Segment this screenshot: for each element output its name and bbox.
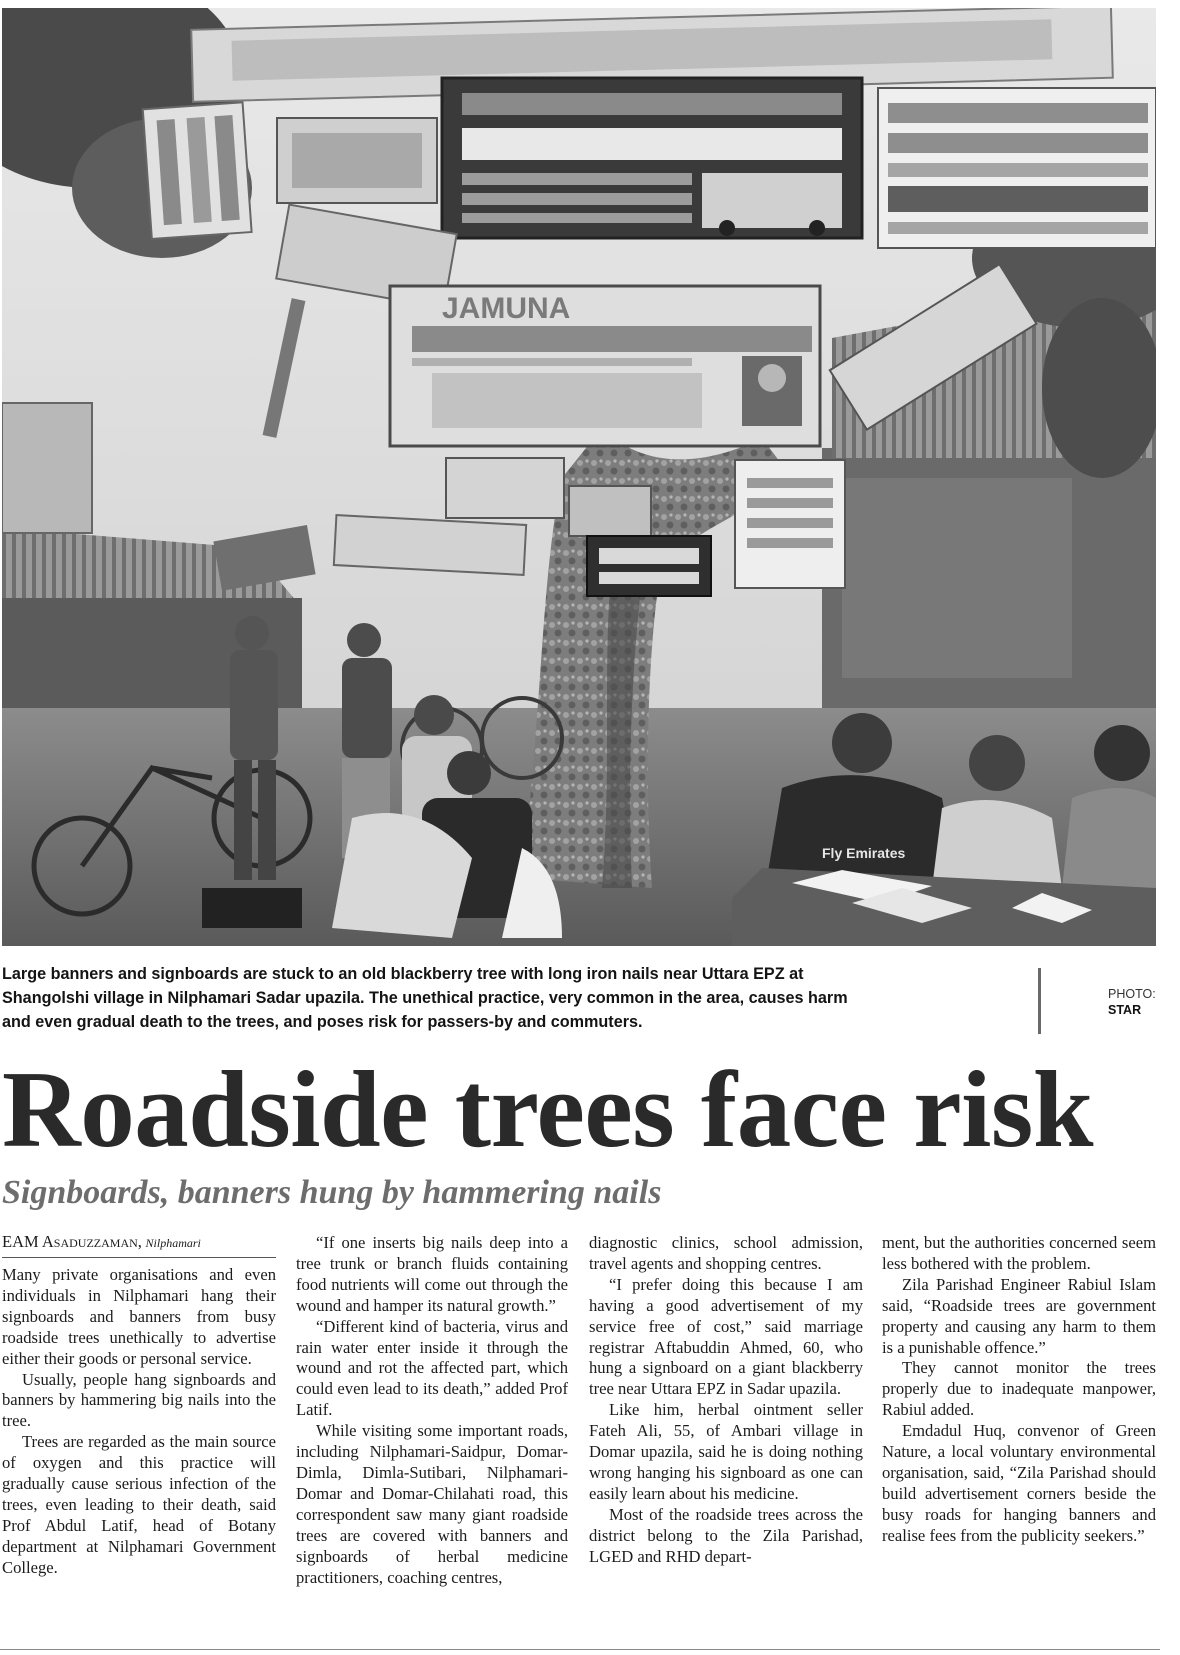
byline-place: Nilphamari [145, 1236, 201, 1250]
paragraph: diagnostic clinics, school admission, travel agents and shopping centres. [589, 1233, 863, 1273]
byline [2, 1233, 276, 1258]
article-headline: Roadside trees face risk [2, 1049, 1093, 1170]
article-subheadline: Signboards, banners hung by hammering nails [2, 1174, 662, 1211]
paragraph: Many private organisations and even individuals in Nilphamari hang their signboards and banners from busy roadside trees unethically to advertise either their goods or personal service. [2, 1265, 276, 1368]
article-column-4 [882, 1233, 1156, 1547]
paragraph: They cannot monitor the trees properly due to inadequate manpower, Rabiul added. [882, 1358, 1156, 1420]
article-column-1 [2, 1233, 276, 1579]
paragraph: Usually, people hang signboards and banners by hammering big nails into the tree. [2, 1369, 276, 1431]
news-photo [2, 8, 1156, 946]
paragraph: Emdadul Huq, convenor of Green Nature, a local voluntary environmental organisation, said, “Zila Parishad should build advertisement corners beside the busy roads for hanging banners and realise fees from the publicity seekers.” [882, 1421, 1156, 1545]
jamuna-sign-text: JAMUNA [442, 292, 571, 325]
jersey-text: Fly Emirates [822, 845, 906, 861]
photo-credit-label: PHOTO: [1108, 987, 1156, 1001]
paragraph: Trees are regarded as the main source of oxygen and this practice will gradually cause serious infection of the trees, even leading to their death, said Prof Abdul Latif, head of Botany department at Nilphamari Government College. [2, 1432, 276, 1577]
paragraph: “Different kind of bacteria, virus and rain water enter inside it through the wound and rot the affected part, which could even lead to its death,” added Prof Latif. [296, 1316, 568, 1420]
paragraph: Most of the roadside trees across the district belong to the Zila Parishad, LGED and RHD depart- [589, 1504, 863, 1566]
photo-credit-source: STAR [1108, 1003, 1142, 1017]
paragraph: Zila Parishad Engineer Rabiul Islam said, “Roadside trees are government property and causing any harm to them is a punishable offence.” [882, 1274, 1156, 1357]
paragraph: While visiting some important roads, including Nilphamari-Saidpur, Domar-Dimla, Dimla-Sutibari, Nilphamari-Domar and Domar-Chilahati road, this correspondent saw many giant roadside trees are covered with banners and signboards of herbal medicine practitioners, coaching centres, [296, 1421, 568, 1587]
paragraph: Like him, herbal ointment seller Fateh Ali, 55, of Ambari village in Domar upazila, said he is doing nothing wrong hanging his signboard as one can easily learn about his medicine. [589, 1400, 863, 1503]
article-column-3 [589, 1233, 863, 1568]
photo-credit [1108, 986, 1156, 1018]
byline-author: EAM Asaduzzaman, [2, 1232, 142, 1251]
paragraph: ment, but the authorities concerned seem less bothered with the problem. [882, 1233, 1156, 1273]
credit-divider [1038, 968, 1041, 1034]
article-column-2 [296, 1233, 568, 1588]
photo-caption: Large banners and signboards are stuck to an old blackberry tree with long iron nails near Uttara EPZ at Shangolshi village in Nilphamari Sadar upazila. The unethical practice, very common in the area, causes harm and even gradual death to the trees, and poses risk for passers-by and commuters. [2, 965, 848, 1031]
roadside-tree-signboards-photo [2, 8, 1156, 946]
paragraph: “I prefer doing this because I am having a good advertisement of my service free of cost,” said marriage registrar Aftabuddin Ahmed, 60, who hung a signboard on a giant blackberry tree near Uttara EPZ in Sadar upazila. [589, 1274, 863, 1399]
paragraph: “If one inserts big nails deep into a tree trunk or branch fluids containing food nutrients will come out through the wound and hamper its natural growth.” [296, 1233, 568, 1315]
page-bottom-rule [0, 1649, 1160, 1650]
